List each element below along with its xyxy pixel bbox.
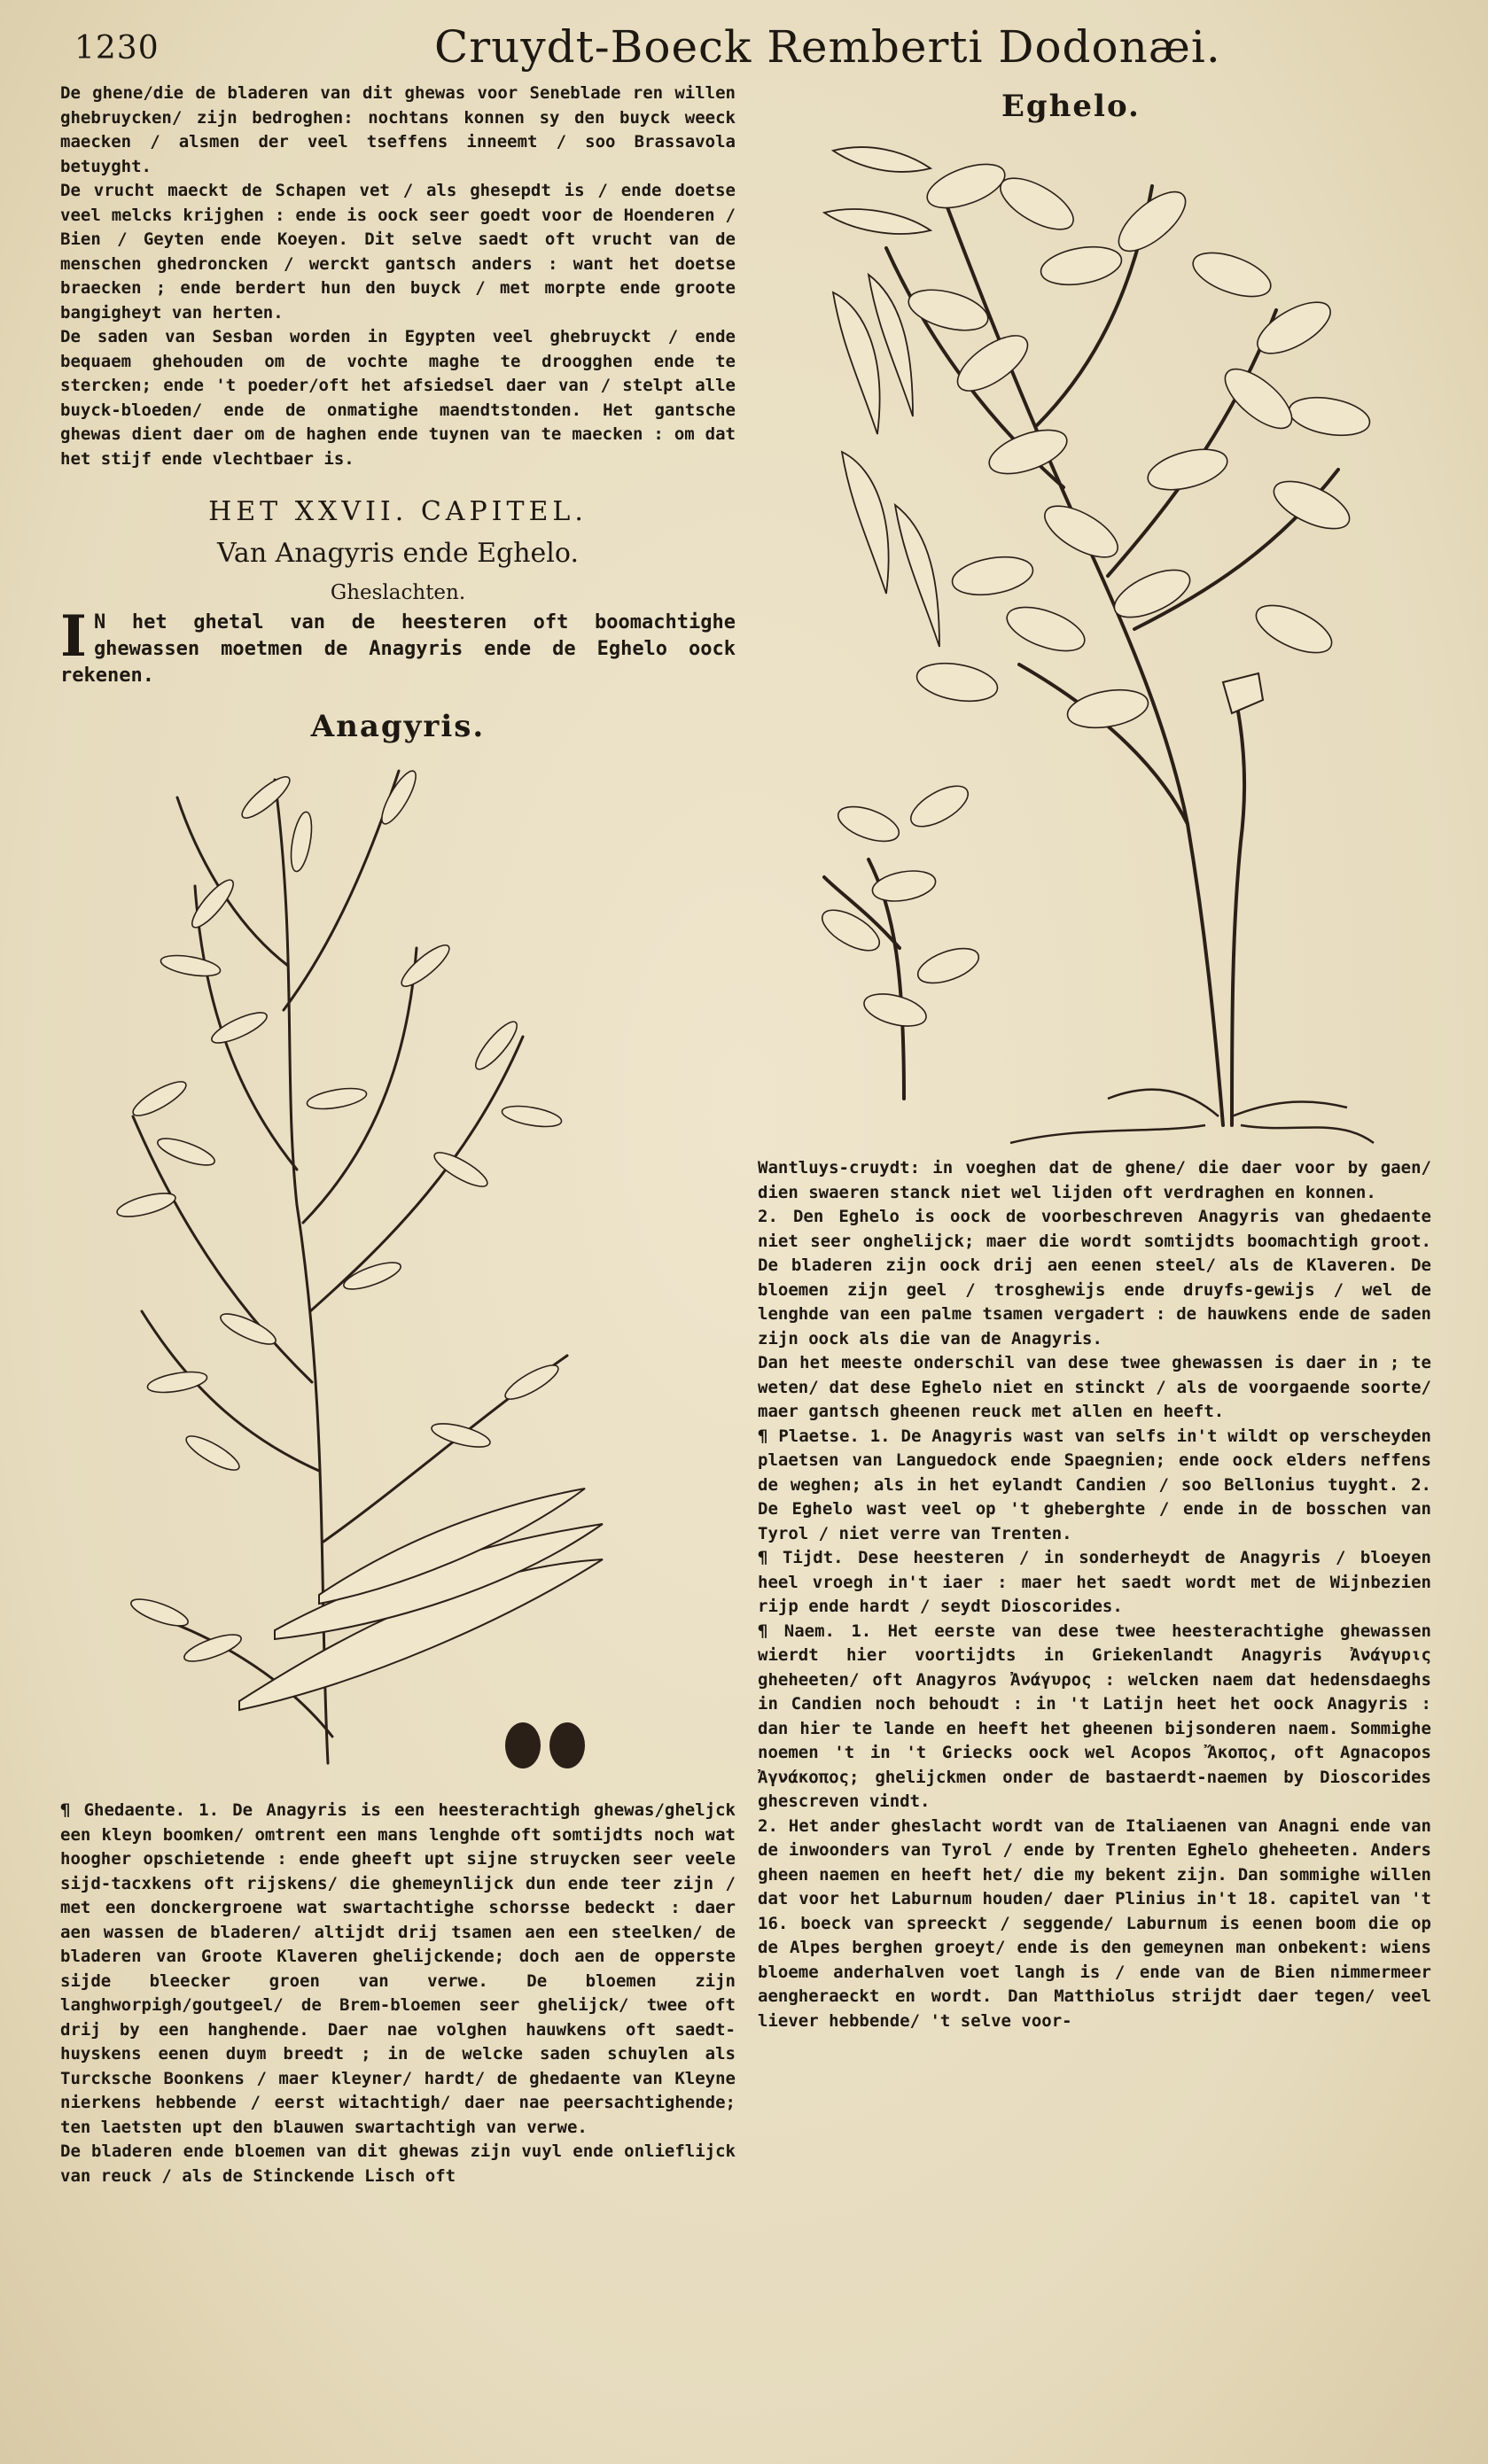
paragraph: Dan het meeste onderschil van dese twee ghewassen is daer in ; te weten/ dat dese Eghelo niet en stinckt / als de voorgaende soorte/ maer gantsch gheenen reuck met allen en heeft.: [758, 1353, 1431, 1421]
running-title: Cruydt-Boeck Remberti Dodonæi.: [434, 21, 1221, 73]
section-heading: Gheslachten.: [330, 581, 466, 604]
figure-caption-anagyris: Anagyris.: [310, 709, 486, 744]
figure-caption-eghelo: Eghelo.: [1001, 89, 1141, 124]
paragraph-tijdt: ¶ Tijdt. Dese heesteren / in sonderheydt de Anagyris / bloeyen heel vroegh in't iaer : maer het saedt wordt met de Wijnbezien rijp ende hardt / seydt Dioscorides.: [758, 1548, 1431, 1616]
left-column-bottom: [60, 1799, 736, 2188]
paragraph: De bladeren ende bloemen van dit ghewas zijn vuyl ende onlieflijck van reuck / als de Stinckende Lisch oft: [60, 2141, 736, 2186]
chapter-title: Van Anagyris ende Eghelo.: [217, 538, 579, 569]
anagyris-woodcut-illustration: [106, 744, 674, 1790]
chapter-intro: [60, 603, 736, 689]
right-column-bottom: [758, 1156, 1431, 2033]
drop-cap: I: [60, 603, 87, 670]
paragraph: 2. Den Eghelo is oock de voorbeschreven Anagyris van ghedaente niet seer onghelijck; maer die wordt somtijdts boomachtigh groot. De bladeren zijn oock drij aen eenen steel/ als de Klaveren. De bloemen zijn geel / trosghewijs ende druyfs-gewijs / wel de lenghde van een palme tsamen vergadert : de hauwkens ende de saden zijn oock als die van de Anagyris.: [758, 1207, 1431, 1349]
paragraph: De vrucht maeckt de Schapen vet / als ghesepdt is / ende doetse veel melcks krijghen : ende is oock seer goedt voor de Hoenderen / Bien / Geyten ende Koeyen. Dit selve saedt oft vrucht van de menschen ghedroncken / werckt gantsch anders : want het doetse braecken ; ende berdert hun den buyck / met morpte ende groote bangigheyt van herten.: [60, 181, 736, 323]
intro-text: N het ghetal van de heesteren oft boomachtighe ghewassen moetmen de Anagyris ende de Eghelo oock rekenen.: [60, 611, 736, 687]
paragraph: 2. Het ander gheslacht wordt van de Italiaenen van Anagni ende van de inwoonders van Tyrol / ende by Trenten Eghelo gheheeten. Anders gheen naemen en heeft het/ die my bekent zijn. Dan sommighe willen dat voor het Laburnum houden/ daer Plinius in't 18. capitel van 't 16. boeck van spreeckt / seggende/ Laburnum is eenen boom die op de Alpes berghen groeyt/ ende is den gemeynen man onbekent: wiens bloeme anderhalven voet langh is / ende van de Bien nimmermeer aengheraeckt en wordt. Dan Matthiolus strijdt daer tegen/ veel liever hebbende/ 't selve voor-: [758, 1815, 1431, 2031]
paragraph-naem: ¶ Naem. 1. Het eerste van dese twee heesterachtighe ghewassen wierdt hier voortijdts in Griekenlandt Anagyris Ἀνάγυρις gheheeten/ oft Anagyros Ἀνάγυρος : welcken naem dat hedensdaeghs in Candien noch behoudt : in 't Latijn heet het oock Anagyris : dan hier te lande en heeft het gheenen bijsonderen naem. Sommighe noemen 't in 't Griecks oock wel Acopos Ἄκοπος, oft Agnacopos Ἀγνάκοπος; ghelijckmen onder de bastaerdt-naemen by Dioscorides ghescreven vindt.: [758, 1621, 1431, 1811]
page-header: [62, 16, 1445, 78]
chapter-number: HET XXVII. CAPITEL.: [208, 496, 588, 527]
paragraph: De ghene/die de bladeren van dit ghewas voor Seneblade ren willen ghebruycken/ zijn bedroghen: nochtans konnen sy den buyck weeck maecken / alsmen der veel tseffens inneemt / soo Brassavola betuyght.: [60, 83, 736, 176]
paragraph: De saden van Sesban worden in Egypten veel ghebruyckt / ende bequaem ghehouden om de vochte maghe te droogghen ende te stercken; ende 't poeder/oft het afsiedsel daer van / stelpt alle buyck-bloeden/ ende de onmatighe maendtstonden. Het gantsche ghewas dient daer om de haghen ende tuynen van te maecken : om dat het stijf ende vlechtbaer is.: [60, 327, 736, 469]
paragraph-plaetse: ¶ Plaetse. 1. De Anagyris wast van selfs in't wildt op verscheyden plaetsen van Languedock ende Spaegnien; ende oock elders neffens de weghen; als in het eylandt Candien / soo Bellonius tuyght. 2. De Eghelo wast veel op 't gheberghte / ende in de bosschen van Tyrol / niet verre van Trenten.: [758, 1426, 1431, 1543]
paragraph-ghedaente: ¶ Ghedaente. 1. De Anagyris is een heesterachtigh ghewas/gheljck een kleyn boomken/ omtrent een mans lenghde oft somtijdts noch wat hoogher opschietende : ende gheeft upt sijne struycken seer veele sijd-tacxkens oft rijskens/ die ghemeynlijck dun ende teer zijn / met een donckergroene wat swartachtighe schorsse bedeckt : daer aen wassen de bladeren/ altijdt drij tsamen aen een steelken/ de bladeren van Groote Klaveren ghelijckende; doch aen de opperste sijde bleecker groen van verwe. De bloemen zijn langhworpigh/goutgeel/ de Brem-bloemen seer ghelijck/ twee oft drij by een hanghende. Daer nae volghen hauwkens oft saedt-huyskens eenen duym breedt ; in de welcke saden schuylen als Turcksche Boonkens / maer kleyner/ hardt/ de ghedaente van Kleyne nierkens hebbende / eerst witachtigh/ daer nae peersachtighende; ten laetsten upt den blauwen swartachtigh van verwe.: [60, 1800, 736, 2137]
paragraph: Wantluys-cruydt: in voeghen dat de ghene/ die daer voor by gaen/ dien swaeren stanck niet wel lijden oft verdraghen en konnen.: [758, 1158, 1431, 1202]
left-column-top: [60, 82, 736, 744]
page-number: 1230: [74, 30, 160, 66]
eghelo-woodcut-illustration: [815, 133, 1383, 1152]
